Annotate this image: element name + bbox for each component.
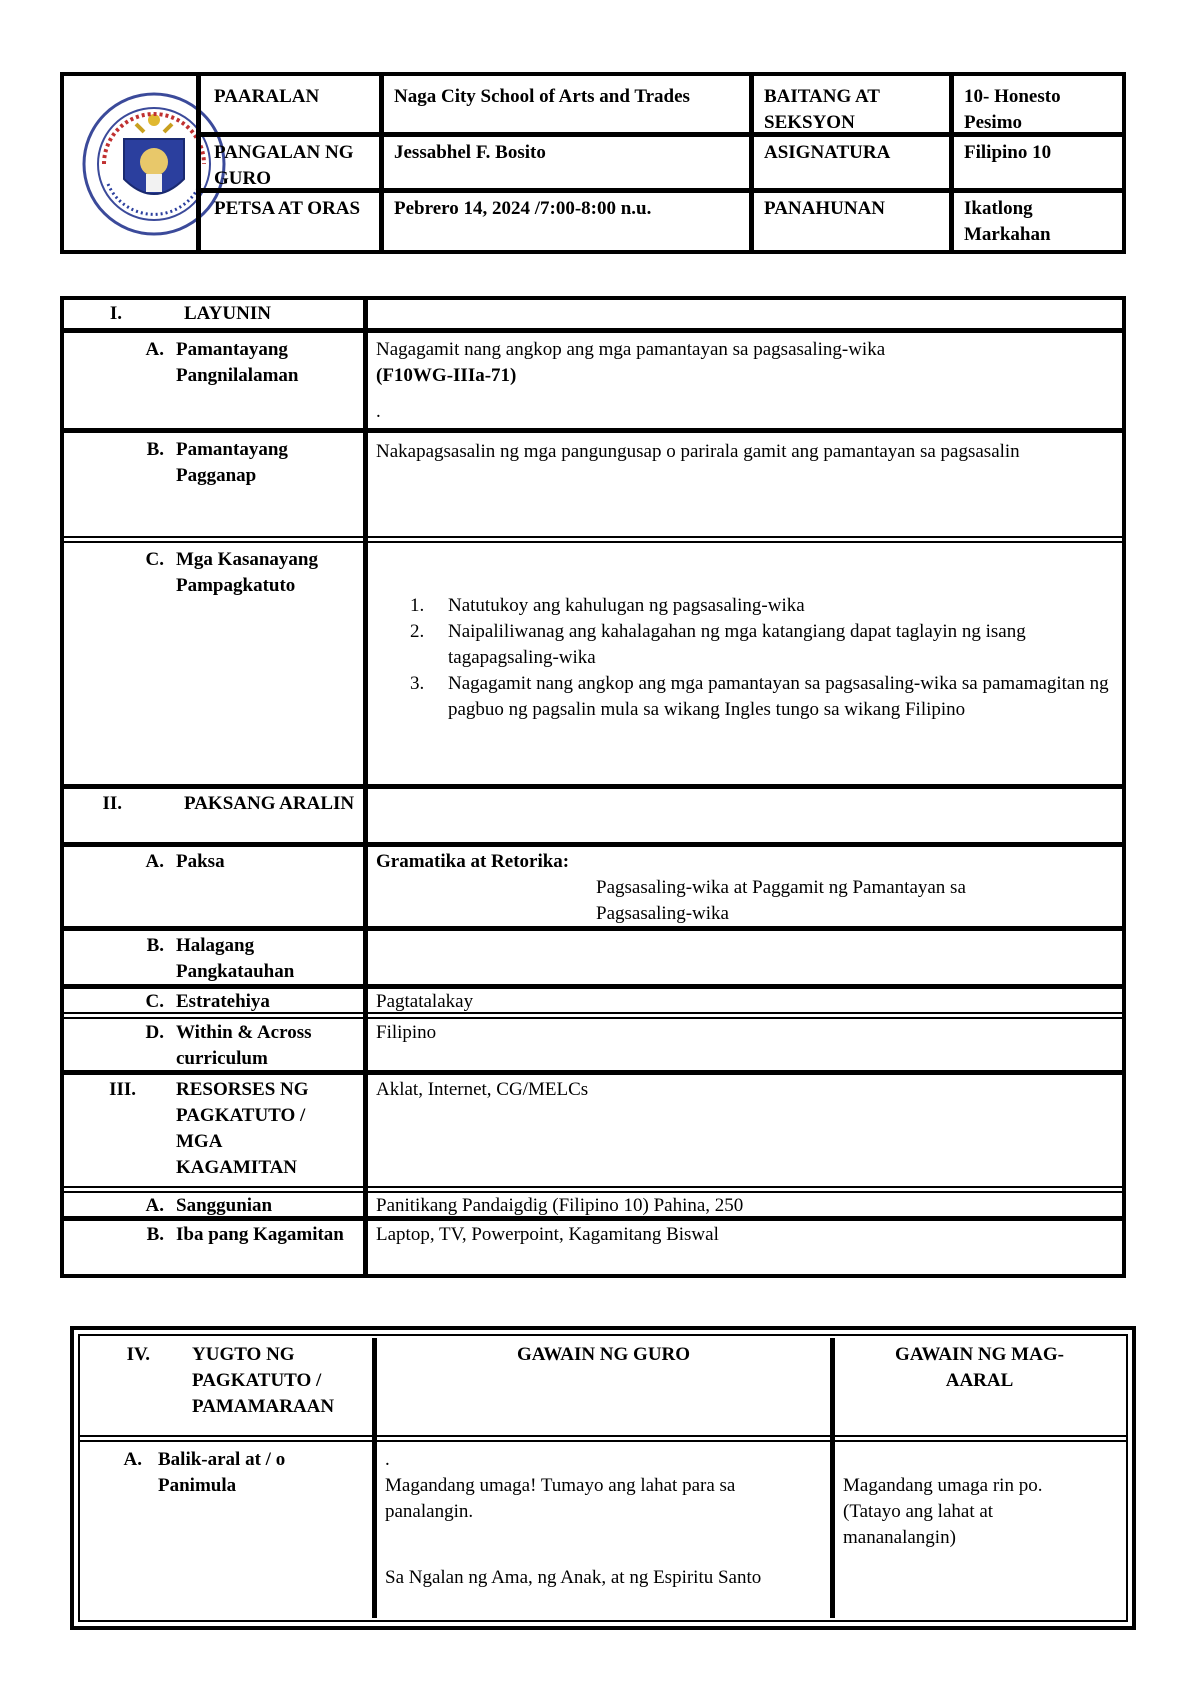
lesson-plan-table <box>60 296 1126 1278</box>
procedure-heading: YUGTO NG PAGKATUTO / PAMAMARAAN <box>192 1344 335 1417</box>
topic-label: Paksa <box>176 851 225 872</box>
quarter-value: Ikatlong Markahan <box>964 198 1051 245</box>
list-item: 2. Naipaliliwanag ang kahalagahan ng mga katangiang dapat taglayin ng isang tagapagsaling-wika <box>410 621 1026 668</box>
strategy-value: Pagtatalakay <box>376 991 474 1012</box>
curriculum-label: Within & Across curriculum <box>176 1022 312 1069</box>
row-content-standard: A. Pamantayang Pangnilalaman Nagagamit nang angkop ang mga pamantayan sa pagsasaling-wika (F10WG-IIIa-71) . <box>64 333 1122 428</box>
subject-label: ASIGNATURA <box>764 142 891 163</box>
paksang-aralin-heading: PAKSANG ARALIN <box>184 793 355 814</box>
section-paksang-aralin: II. PAKSANG ARALIN <box>64 789 1122 842</box>
resources-value: Aklat, Internet, CG/MELCs <box>376 1079 589 1100</box>
references-label: Sanggunian <box>176 1195 273 1216</box>
row-values: B. Halagang Pangkatauhan <box>64 931 1122 984</box>
row-topic: A. Paksa Gramatika at Retorika: Pagsasaling-wika at Paggamit ng Pamantayan sa Pagsasaling-wika <box>64 847 1122 926</box>
layunin-heading: LAYUNIN <box>184 303 271 324</box>
teacher-label: PANGALAN NG GURO <box>214 142 354 189</box>
school-value: Naga City School of Arts and Trades <box>394 86 690 107</box>
date-time-value: Pebrero 14, 2024 /7:00-8:00 n.u. <box>394 198 652 219</box>
topic-subtitle: Pagsasaling-wika at Paggamit ng Pamantayan sa Pagsasaling-wika <box>596 877 966 924</box>
row-other-materials: B. Iba pang Kagamitan Laptop, TV, Powerpoint, Kagamitang Biswal <box>64 1221 1122 1274</box>
curriculum-value: Filipino <box>376 1022 437 1043</box>
row-references: A. Sanggunian Panitikang Pandaigdig (Filipino 10) Pahina, 250 <box>64 1193 1122 1216</box>
grade-section-value: 10- Honesto Pesimo <box>964 86 1061 133</box>
list-item: 1. Natutukoy ang kahulugan ng pagsasaling-wika <box>410 595 805 616</box>
content-standard-text: Nagagamit nang angkop ang mga pamantayan sa pagsasaling-wika <box>376 339 886 360</box>
resources-heading: RESORSES NG PAGKATUTO / MGA KAGAMITAN <box>176 1079 309 1178</box>
references-value: Panitikang Pandaigdig (Filipino 10) Pahina, 250 <box>376 1195 744 1216</box>
list-item: 3. Nagagamit nang angkop ang mga pamantayan sa pagsasaling-wika sa pamamagitan ng pagbuo ng pagsalin mula sa wikang Ingles tungo sa wikang Filipino <box>410 673 1109 720</box>
strategy-label: Estratehiya <box>176 991 270 1012</box>
student-activity-header: GAWAIN NG MAG-AARAL <box>895 1344 1064 1391</box>
section-layunin: I. LAYUNIN <box>64 300 1122 328</box>
row-learning-competencies: C. Mga Kasanayang Pampagkatuto 1. Natutukoy ang kahulugan ng pagsasaling-wika 2. Naipaliliwanag ang kahalagahan ng mga katangiang dapat taglayin ng isang tagapagsaling-wika 3. Nagagamit nang angkop ang mga pamantayan sa pagsasaling-wika sa pamamagitan ng pagbuo ng pagsalin mula sa wikang Ingles tungo sa wikang Filipino <box>64 543 1122 784</box>
teacher-value: Jessabhel F. Bosito <box>394 142 546 163</box>
teacher-prayer: Sa Ngalan ng Ama, ng Anak, at ng Espiritu Santo <box>385 1567 762 1588</box>
performance-standard-text: Nakapagsasalin ng mga pangungusap o parirala gamit ang pamantayan sa pagsasalin <box>376 441 1020 462</box>
student-response: Magandang umaga rin po. (Tatayo ang lahat at mananalangin) <box>843 1475 1043 1548</box>
subject-value: Filipino 10 <box>964 142 1052 163</box>
section-resources: III. RESORSES NG PAGKATUTO / MGA KAGAMITAN Aklat, Internet, CG/MELCs <box>64 1075 1122 1186</box>
content-standard-dot: . <box>376 401 381 422</box>
procedure-header-row: IV. YUGTO NG PAGKATUTO / PAMAMARAAN GAWAIN NG GURO GAWAIN NG MAG-AARAL <box>74 1338 1132 1435</box>
row-performance-standard: B. Pamantayang Pagganap Nakapagsasalin ng mga pangungusap o parirala gamit ang pamantayan sa pagsasalin <box>64 433 1122 536</box>
learning-competencies-label: Mga Kasanayang Pampagkatuto <box>176 549 318 596</box>
review-label: Balik-aral at / o Panimula <box>158 1449 286 1496</box>
other-materials-label: Iba pang Kagamitan <box>176 1224 344 1245</box>
competency-code: (F10WG-IIIa-71) <box>376 365 517 386</box>
competency-list <box>376 593 1114 723</box>
values-label: Halagang Pangkatauhan <box>176 935 295 982</box>
header-table <box>60 72 1126 254</box>
quarter-label: PANAHUNAN <box>764 198 886 219</box>
teacher-activity-header: GAWAIN NG GURO <box>516 1344 691 1365</box>
grade-section-label: BAITANG AT SEKSYON <box>764 86 880 133</box>
row-strategy: C. Estratehiya Pagtatalakay <box>64 989 1122 1012</box>
teacher-dot: . <box>385 1449 390 1470</box>
procedure-table <box>70 1326 1136 1630</box>
topic-title: Gramatika at Retorika: <box>376 851 570 872</box>
row-curriculum: D. Within & Across curriculum Filipino <box>64 1019 1122 1070</box>
date-time-label: PETSA AT ORAS <box>214 198 361 219</box>
teacher-greeting: Magandang umaga! Tumayo ang lahat para sa panalangin. <box>385 1475 736 1522</box>
row-review: A. Balik-aral at / o Panimula . Magandang umaga! Tumayo ang lahat para sa panalangin. Sa Ngalan ng Ama, ng Anak, at ng Espiritu Santo Magandang umaga rin po. (Tatayo ang lahat at mananalangin) <box>74 1443 1132 1618</box>
content-standard-label: Pamantayang Pangnilalaman <box>176 339 299 386</box>
school-label: PAARALAN <box>214 86 320 107</box>
other-materials-value: Laptop, TV, Powerpoint, Kagamitang Biswal <box>376 1224 719 1245</box>
performance-standard-label: Pamantayang Pagganap <box>176 439 288 486</box>
